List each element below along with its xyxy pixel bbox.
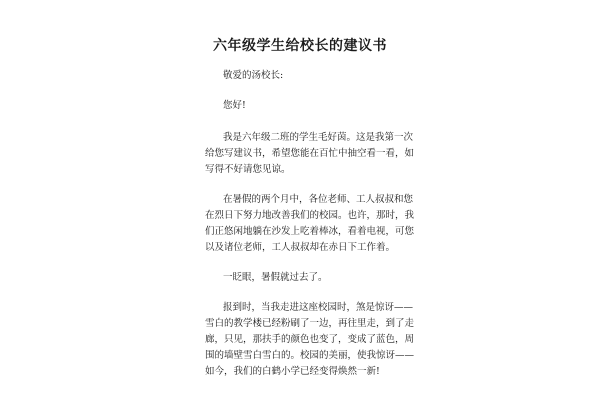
paragraph-line: 们正悠闲地躺在沙发上吃着棒冰，看着电视，可您 <box>205 226 415 237</box>
paragraph-introduction <box>205 130 415 178</box>
paragraph-line: 报到时，当我走进这座校园时，煞是惊讶—— <box>223 302 414 313</box>
paragraph-line: 在暑假的两个月中，各位老师、工人叔叔和您 <box>223 194 414 205</box>
paragraph-line: 在烈日下努力地改善我们的校园。也许，那时，我 <box>205 210 415 221</box>
greeting: 您好! <box>223 100 246 111</box>
letter-body <box>205 68 415 394</box>
salutation: 敬爱的汤校长: <box>223 70 284 81</box>
paragraph-line: 给您写建议书，希望您能在百忙中抽空看一看，如 <box>205 148 415 159</box>
paragraph-line: 如今，我们的白鹤小学已经变得焕然一新! <box>205 366 380 377</box>
paragraph-line: 围的墙壁雪白雪白的。校园的美丽，使我惊讶—— <box>205 350 415 361</box>
paragraph-line: 我是六年级二班的学生毛好茵。这是我第一次 <box>223 132 414 143</box>
paragraph-summer <box>205 192 415 256</box>
paragraph-line: 廊，只见，那扶手的颜色也变了，变成了蓝色，周 <box>205 334 415 345</box>
paragraph-interlude: 一眨眼，暑假就过去了。 <box>223 272 328 283</box>
document-title: 六年级学生给校长的建议书 <box>213 38 387 54</box>
paragraph-line: 以及诸位老师，工人叔叔却在赤日下工作着。 <box>205 242 396 253</box>
paragraph-line: 写得不好请您见谅。 <box>205 164 291 175</box>
paragraph-line: 雪白的教学楼已经粉刷了一边，再往里走，到了走 <box>205 318 415 329</box>
paragraph-arrival <box>205 300 415 380</box>
